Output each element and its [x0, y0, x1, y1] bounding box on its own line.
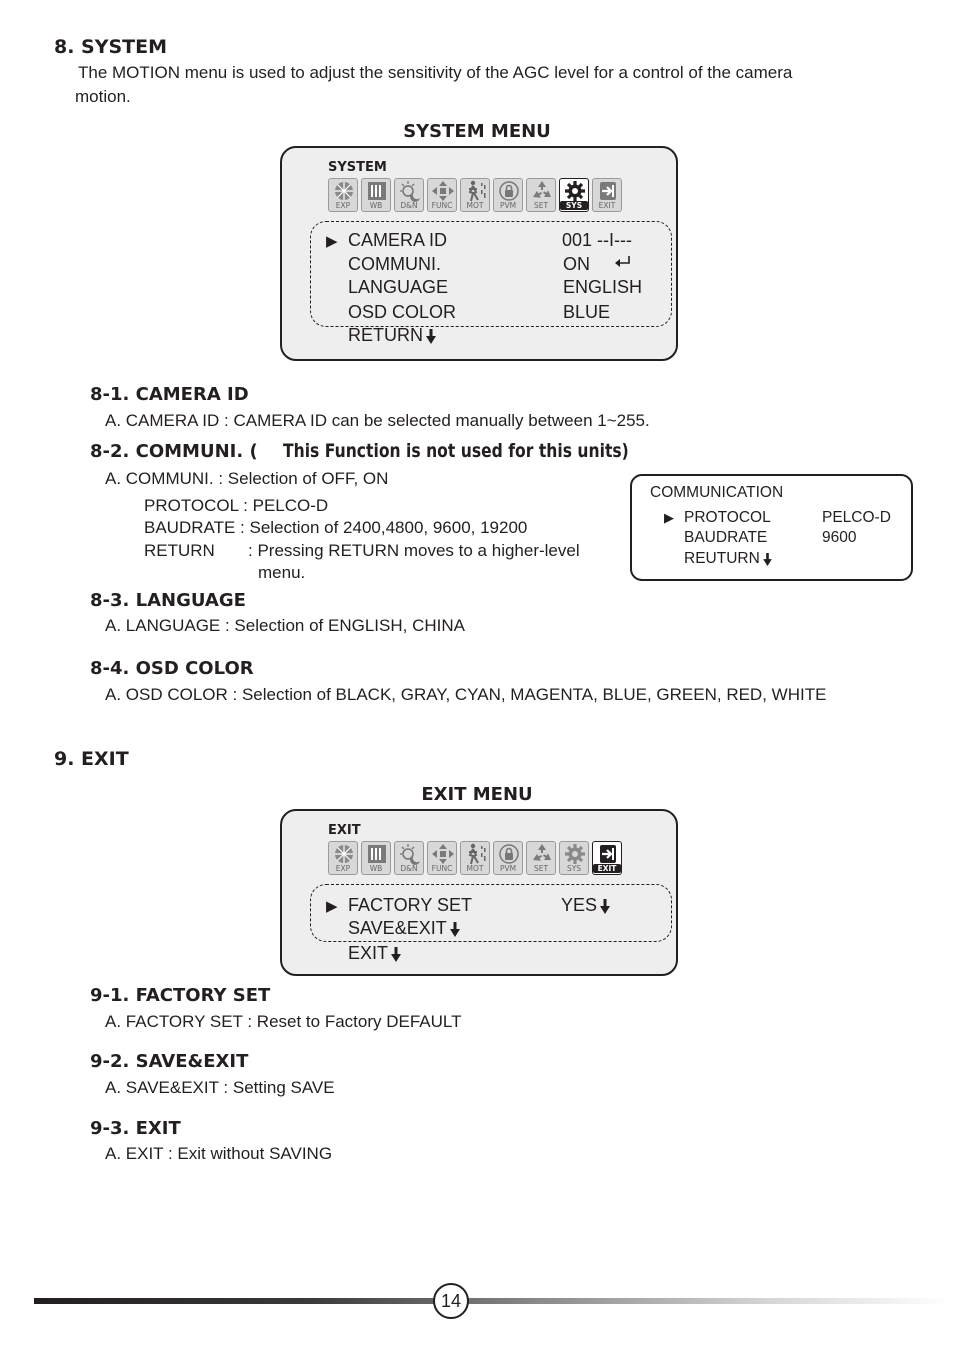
- save-exit-label: SAVE&EXIT: [348, 918, 447, 938]
- down-arrow-icon: [426, 329, 436, 344]
- section-8-2-note: This Function is not used for this units): [283, 440, 629, 462]
- enter-arrow-icon: [614, 255, 632, 269]
- day-night-icon[interactable]: [394, 841, 424, 875]
- comm-protocol-value: PELCO-D: [822, 509, 891, 526]
- exit-icon-bar: [328, 841, 622, 875]
- section-8-4-line: A. OSD COLOR : Selection of BLACK, GRAY, CYAN, MAGENTA, BLUE, GREEN, RED, WHITE: [105, 685, 827, 704]
- return-line-label: RETURN: [144, 541, 215, 560]
- exit-row[interactable]: [348, 943, 401, 964]
- func-icon[interactable]: [427, 841, 457, 875]
- communication-title: COMMUNICATION: [650, 484, 784, 501]
- down-arrow-icon: [391, 947, 401, 962]
- language-value: ENGLISH: [563, 277, 643, 297]
- section-8-1-heading: 8-1. CAMERA ID: [90, 384, 249, 405]
- exit-icon-label: EXIT: [593, 864, 621, 873]
- day-night-icon-label: D&N: [400, 864, 418, 873]
- return-line-desc-1: : Pressing RETURN moves to a higher-level: [248, 541, 580, 560]
- communi-value-text: ON: [563, 254, 590, 274]
- wb-icon-label: WB: [369, 201, 383, 210]
- comm-return-row[interactable]: [684, 550, 772, 568]
- save-exit-row[interactable]: [348, 918, 460, 939]
- sys-icon-label: SYS: [560, 201, 588, 210]
- factory-set-label[interactable]: FACTORY SET: [348, 895, 473, 915]
- section-8-heading: 8. SYSTEM: [54, 36, 168, 58]
- section-8-1-line: A. CAMERA ID : CAMERA ID can be selected manually between 1~255.: [105, 411, 650, 430]
- comm-baudrate-value: 9600: [822, 529, 857, 546]
- wb-icon[interactable]: [361, 841, 391, 875]
- comm-baudrate-label[interactable]: BAUDRATE: [684, 529, 768, 546]
- system-menu-osd: [280, 146, 678, 361]
- section-8-2-heading: 8-2. COMMUNI. (: [90, 441, 258, 462]
- exit-osd-title: EXIT: [328, 823, 361, 838]
- factory-set-value: [561, 895, 610, 916]
- section-8-intro-line-2: motion.: [75, 87, 131, 106]
- set-icon[interactable]: [526, 178, 556, 212]
- motion-icon-label: MOT: [466, 201, 484, 210]
- func-icon[interactable]: [427, 178, 457, 212]
- selection-cursor-icon: ▶: [326, 233, 338, 250]
- motion-icon[interactable]: [460, 178, 490, 212]
- selection-cursor-icon: ▶: [326, 898, 338, 915]
- down-arrow-icon: [600, 899, 610, 914]
- osd-color-value: BLUE: [563, 302, 611, 322]
- exit-icon[interactable]: [592, 178, 622, 212]
- exit-menu-osd: [280, 809, 678, 976]
- day-night-icon-label: D&N: [400, 201, 418, 210]
- set-icon[interactable]: [526, 841, 556, 875]
- communi-label[interactable]: COMMUNI.: [348, 254, 441, 274]
- system-osd-title: SYSTEM: [328, 160, 387, 175]
- return-row[interactable]: [348, 325, 436, 346]
- section-8-2-heading-row: [90, 440, 629, 462]
- exp-icon[interactable]: [328, 841, 358, 875]
- section-9-heading: 9. EXIT: [54, 748, 129, 770]
- communication-osd: [630, 474, 913, 581]
- comm-return-label: REUTURN: [684, 550, 760, 567]
- sys-icon-label: SYS: [566, 864, 582, 873]
- return-label: RETURN: [348, 325, 423, 345]
- sys-icon[interactable]: [559, 178, 589, 212]
- section-8-4-heading: 8-4. OSD COLOR: [90, 658, 254, 679]
- camera-id-value: 001 --I---: [562, 230, 633, 250]
- system-icon-bar: [328, 178, 622, 212]
- section-9-2-line: A. SAVE&EXIT : Setting SAVE: [105, 1078, 335, 1097]
- pvm-icon[interactable]: [493, 841, 523, 875]
- day-night-icon[interactable]: [394, 178, 424, 212]
- section-9-1-line: A. FACTORY SET : Reset to Factory DEFAULT: [105, 1012, 462, 1031]
- footer-rule: [34, 1298, 954, 1304]
- osd-color-label[interactable]: OSD COLOR: [348, 302, 457, 322]
- selection-cursor-icon: ▶: [664, 510, 674, 525]
- language-label[interactable]: LANGUAGE: [348, 277, 449, 297]
- wb-icon-label: WB: [369, 864, 383, 873]
- exit-menu-caption: EXIT MENU: [421, 784, 533, 805]
- baudrate-line: BAUDRATE : Selection of 2400,4800, 9600, 19200: [144, 518, 528, 537]
- comm-protocol-label[interactable]: PROTOCOL: [684, 509, 771, 526]
- factory-set-value-text: YES: [561, 895, 598, 915]
- system-menu-caption: SYSTEM MENU: [403, 121, 551, 142]
- camera-id-label[interactable]: CAMERA ID: [348, 230, 448, 250]
- set-icon-label: SET: [533, 201, 549, 210]
- down-arrow-icon: [450, 922, 460, 937]
- section-9-3-heading: 9-3. EXIT: [90, 1118, 181, 1139]
- exp-icon-label: EXP: [335, 864, 351, 873]
- pvm-icon[interactable]: [493, 178, 523, 212]
- section-8-intro-line-1: The MOTION menu is used to adjust the sensitivity of the AGC level for a control of the camera: [78, 63, 793, 82]
- exp-icon[interactable]: [328, 178, 358, 212]
- section-8-3-heading: 8-3. LANGUAGE: [90, 590, 246, 611]
- section-9-1-heading: 9-1. FACTORY SET: [90, 985, 271, 1006]
- communi-value: [563, 254, 632, 275]
- exp-icon-label: EXP: [335, 201, 351, 210]
- exit-label: EXIT: [348, 943, 389, 963]
- section-8-2-line-a: A. COMMUNI. : Selection of OFF, ON: [105, 469, 389, 488]
- sys-icon[interactable]: [559, 841, 589, 875]
- wb-icon[interactable]: [361, 178, 391, 212]
- section-9-2-heading: 9-2. SAVE&EXIT: [90, 1051, 249, 1072]
- down-arrow-icon: [763, 553, 772, 566]
- exit-icon-label: EXIT: [598, 201, 616, 210]
- func-icon-label: FUNC: [431, 864, 453, 873]
- motion-icon[interactable]: [460, 841, 490, 875]
- exit-icon[interactable]: [592, 841, 622, 875]
- pvm-icon-label: PVM: [499, 201, 517, 210]
- protocol-line: PROTOCOL : PELCO-D: [144, 496, 329, 515]
- page-number: 14: [433, 1283, 469, 1319]
- func-icon-label: FUNC: [431, 201, 453, 210]
- section-8-3-line: A. LANGUAGE : Selection of ENGLISH, CHINA: [105, 616, 465, 635]
- return-line-desc-2: menu.: [258, 563, 306, 582]
- motion-icon-label: MOT: [466, 864, 484, 873]
- section-9-3-line: A. EXIT : Exit without SAVING: [105, 1144, 333, 1163]
- pvm-icon-label: PVM: [499, 864, 517, 873]
- set-icon-label: SET: [533, 864, 549, 873]
